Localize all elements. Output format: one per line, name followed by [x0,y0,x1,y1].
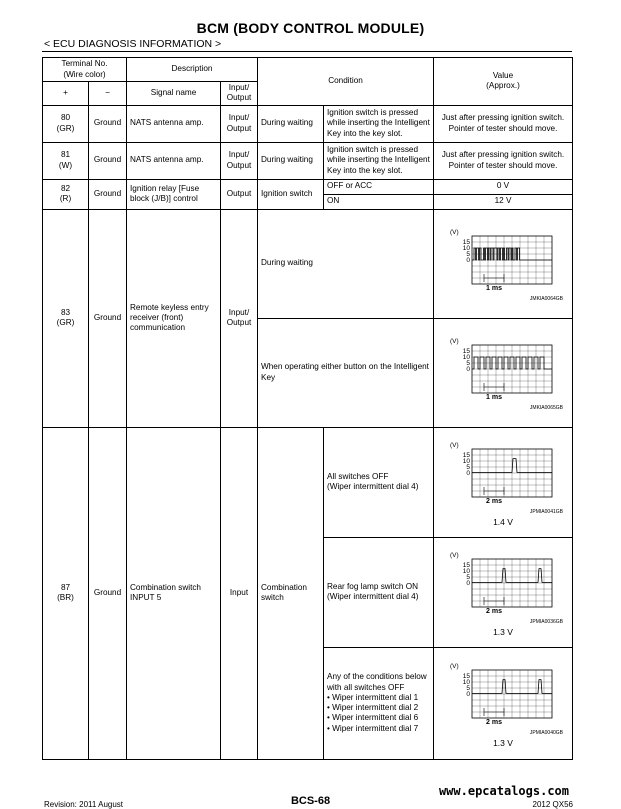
signal-name-header: Signal name [127,82,221,106]
condition-header: Condition [258,58,434,106]
wire-color: (GR) [56,318,75,327]
waveform-cell [434,209,573,318]
unit-label: (V) [450,441,459,449]
ground-cell: Ground [89,142,127,179]
condition-cell: When operating either button on the Intelligent Key [258,318,434,427]
minus-header: − [89,82,127,106]
table-row [43,427,573,537]
tick-label: 0 [466,366,470,374]
list-item: • Wiper intermittent dial 6 [327,713,430,723]
io-cell: Output [221,179,258,209]
waveform-cell [434,537,573,647]
condition-cell: Combination switch [258,427,324,759]
io-value: Input/ Output [226,307,252,327]
value-cell: Just after pressing ignition switch. Pointer of tester should move. [434,142,573,179]
table-row [43,179,573,194]
condition-detail-cell: OFF or ACC [324,179,434,194]
value-cell: Just after pressing ignition switch. Pointer of tester should move. [434,105,573,142]
unit-label: (V) [450,551,459,559]
list-item: • Wiper intermittent dial 1 [327,693,430,703]
tick-label: 5 [466,573,470,581]
wire-color: (W) [58,160,73,170]
condition-cell: During waiting [258,142,324,179]
condition-cell: Ignition switch [258,179,324,209]
description-header: Description [127,58,258,82]
signal-cell: Combination switch INPUT 5 [127,427,221,759]
waveform-chart [448,439,558,509]
terminal-header-label: Terminal No. [61,59,108,69]
model-footer: 2012 QX56 [532,800,573,809]
unit-label: (V) [450,662,459,670]
terminal-number: 81 [60,150,71,160]
waveform-chart [448,335,558,405]
condition-list [327,693,430,734]
waveform-chart [448,226,558,296]
heading-rule [42,51,572,52]
waveform-cell [434,647,573,759]
time-label: 1 ms [486,394,502,402]
signal-cell: Ignition relay [Fuse block (J/B)] control [127,179,221,209]
condition-cell: During waiting [258,105,324,142]
tick-label: 0 [466,579,470,587]
voltage-value: 1.3 V [493,737,513,748]
terminal-cell [43,179,89,209]
tick-label: 15 [462,239,470,247]
terminal-number: 82 [60,183,71,193]
wire-color-header-label: (Wire color) [63,69,106,79]
terminal-number: 80 [60,113,71,123]
tick-label: 5 [466,251,470,259]
header-row [43,58,573,82]
figure-code: JPMIA0040GB [529,729,563,736]
tick-label: 10 [462,245,470,253]
condition-detail-cell: ON [324,194,434,209]
io-header [221,82,258,106]
time-label: 2 ms [486,607,502,615]
figure-code: JPMIA0041GB [529,508,563,515]
voltage-value: 1.3 V [493,626,513,637]
approx-header-label: (Approx.) [486,81,520,91]
io-cell: Input [221,427,258,759]
plus-header: + [43,82,89,106]
unit-label: (V) [450,229,459,237]
signal-cell: Remote keyless entry receiver (front) communication [127,209,221,427]
watermark: www.epcatalogs.com [438,784,569,798]
waveform-cell [434,427,573,537]
page-title: BCM (BODY CONTROL MODULE) [196,20,425,36]
tick-label: 5 [466,360,470,368]
io-value: Input/ Output [226,113,252,133]
condition-cell: During waiting [258,209,434,318]
ground-cell: Ground [89,427,127,759]
io-cell [221,142,258,179]
tick-label: 10 [462,354,470,362]
figure-code: JMKIA0064GB [529,296,563,303]
figure-code: JPMIA0036GB [529,618,563,625]
condition-intro: Any of the conditions below with all switches OFF [327,672,427,692]
value-cell: 12 V [434,194,573,209]
io-value: Input/ Output [226,150,252,170]
waveform-cell [434,318,573,427]
tick-label: 5 [466,684,470,692]
section-heading: < ECU DIAGNOSIS INFORMATION > [44,38,222,50]
terminal-cell [43,209,89,427]
table-row [43,142,573,179]
tick-label: 15 [462,451,470,459]
condition-text: All switches OFF (Wiper intermittent dial 4) [327,471,419,491]
condition-detail-cell: Ignition switch is pressed while inserting the Intelligent Key into the key slot. [324,142,434,179]
terminal-table [42,57,573,760]
tick-label: 10 [462,678,470,686]
condition-detail-cell: Ignition switch is pressed while inserting the Intelligent Key into the key slot. [324,105,434,142]
io-header-label: Input/ Output [226,83,252,103]
table-row [43,209,573,318]
tick-label: 5 [466,463,470,471]
value-header-label: Value [492,71,514,80]
terminal-number: 87 [60,582,71,592]
time-label: 1 ms [486,285,502,293]
terminal-number: 83 [60,307,71,317]
wire-color: (BR) [57,593,74,602]
ground-cell: Ground [89,209,127,427]
waveform-chart [448,549,558,619]
condition-detail-cell [324,647,434,759]
condition-text: Rear fog lamp switch ON (Wiper intermittent dial 4) [327,581,419,601]
page-number: BCS-68 [290,795,331,807]
unit-label: (V) [450,338,459,346]
io-cell [221,209,258,427]
tick-label: 0 [466,690,470,698]
wire-color: (GR) [56,123,75,133]
list-item: • Wiper intermittent dial 7 [327,724,430,734]
value-header [434,58,573,106]
voltage-value: 1.4 V [493,516,513,527]
signal-cell: NATS antenna amp. [127,105,221,142]
value-cell: 0 V [434,179,573,194]
tick-label: 15 [462,561,470,569]
tick-label: 10 [462,457,470,465]
table-row [43,105,573,142]
terminal-cell [43,427,89,759]
time-label: 2 ms [486,497,502,505]
tick-label: 15 [462,672,470,680]
condition-detail-cell [324,537,434,647]
tick-label: 10 [462,567,470,575]
tick-label: 0 [466,469,470,477]
list-item: • Wiper intermittent dial 2 [327,703,430,713]
revision-footer: Revision: 2011 August [44,800,124,809]
ground-cell: Ground [89,179,127,209]
condition-detail-cell [324,427,434,537]
ground-cell: Ground [89,105,127,142]
io-cell [221,105,258,142]
tick-label: 0 [466,257,470,265]
signal-cell: NATS antenna amp. [127,142,221,179]
terminal-cell [43,105,89,142]
figure-code: JMKIA0065GB [529,405,563,412]
wire-color: (R) [59,194,72,203]
terminal-header [43,58,127,82]
time-label: 2 ms [486,718,502,726]
tick-label: 15 [462,348,470,356]
waveform-chart [448,660,558,730]
terminal-cell [43,142,89,179]
